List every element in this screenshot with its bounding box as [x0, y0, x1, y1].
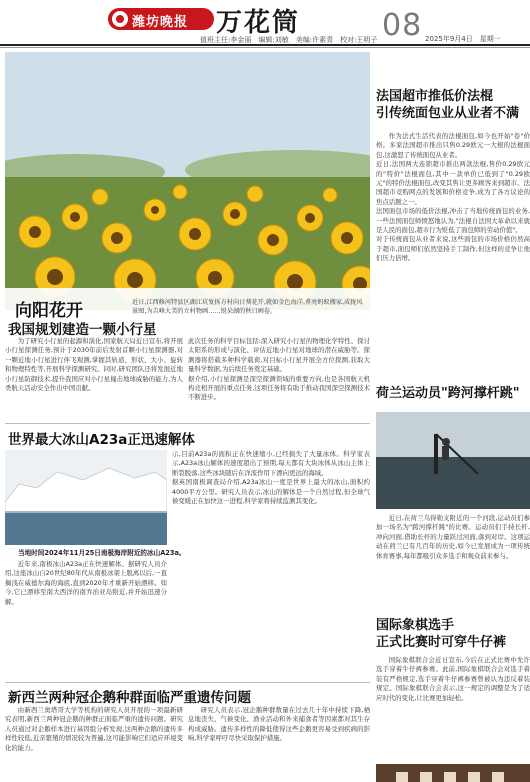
sunflower-headline: 向阳花开 [15, 301, 83, 321]
iceberg-photo [5, 450, 167, 545]
tram-headline: 荷兰运动员"跨河撑杆跳" [376, 386, 520, 401]
chessboard-illustration [376, 764, 530, 782]
newspaper-logo [108, 8, 214, 30]
france-headline: 法国超市推低价法棍 引传统面包业从业者不满 [376, 89, 520, 121]
iceberg-col-2: 示,目前A23a的面积正在快速缩小,已经损失了大量冰体。科学家表示,A23a冰山解体的速度超出了预期,每天都有大块冰体从冰山主体上断裂脱落,这些冰块随后在洋流作用下漂向更远的海域。 据英国南极调查局介绍,A23a冰山一度是世界上最大的冰山,面积约4000平方公里。研究人员表示,冰山的解体是一个自然过程,但全球气候变暖正在加快这一进程,科学家将持续监测其变化。 [172, 450, 370, 506]
sunflower-photo [5, 52, 370, 310]
sunflower-caption: 近日,江西修河特县区湖江坑复拆方村向日葵花开,就如金色海洋,煮亮蚂蚁搬家,成拢风景图,为吉峰大美的立村物画……锐朵湖的秋日画卷。 [132, 299, 363, 315]
logo-text: 潍坊晚报 [132, 15, 189, 30]
tram-photo [376, 412, 530, 509]
right-column [376, 52, 530, 782]
asteroid-divider [5, 423, 370, 424]
asteroid-col-1: 为了研究小行星的起源和演化,国家航天局近日宣布,将开展小行星探测任务,预计于2030年前后发射首颗小行星探测器,对一颗近地小行星进行伴飞观测,掌握其轨道、形状、大小、旋转和物理特性等,开展科学探测研究。同时,研究团队还将发展近地小行星防御技术,提升我国应对小行星撞击地球威胁的能力,为人类航天活动安全作出中国贡献。 [5, 337, 183, 393]
france-body: 作为法式生活代表的法棍面包,如今也开始"卷"价格。多家法国超市推出只售0.29欧元一大根的法棍面包,这激怒了传统面包从业者。 近日,法国两大连锁超市推出两款法棍,售价0.29欧元的"特价"法棍面包,其中一款单价已低到了"0.29欧元"的特价法棍面包,改变其售让更多顾客来到超市。法国超市竞购网点的发展和价格竞争,成为了各方议论的焦点话题之一。 法国面包市场的低价法棍,冲击了当地传统面包的业务,一些法国面包师愤怒地认为,"法棍自法国大革命以来就是人民的面包,超市行为贬低了面包师的劳动价值"。 对于传统面包从业者来说,这些面包的市场价格仍然高于超市,面包师们依然坚持手工制作,但这样的竞争让他们压力倍增。 [376, 132, 530, 263]
masthead [0, 0, 530, 46]
tram-body: 近日,在荷兰乌得勒支附近的一个河段,运动员们参加一场名为"跨河撑杆跳"的比赛。运动员们手持长杆,冲向河面,借助长杆的力量跃过河面,落到对岸。这项运动在荷兰已有几百年的历史,如今已发展成为一项传统体育赛事,每年都吸引众多选手和观众前来参与。 [376, 514, 530, 560]
logo-circle-icon [112, 11, 128, 27]
iceberg-col-1: 近年来,南极冰山A23a正在快速解体。据研究人员介绍,这座冰山自20世纪80年代从南极冰架上脱离以后,一直搁浅在威德尔海的海底,直到2020年才重新开始漂移。如今,它已漂移至南大西洋的南乔治亚岛附近,并开始迅速分解。 [5, 560, 167, 606]
penguin-col-1: 由新西兰奥塔哥大学等机构的研究人员开展的一项最新研究表明,新西兰两种冠企鹅的种群正面临严重的遗传问题。研究人员通过对企鹅样本进行基因组分析发现,这两种企鹅的遗传多样性较低,近亲繁殖的情况较为普遍,这可能影响它们适应环境变化的能力。 [5, 706, 183, 752]
iceberg-photo-caption: 当地时间2024年11月25日南极海岸附近的冰山A23a。 [18, 549, 186, 557]
editor-info: 值班主任:李金丽 编辑:刘敏 美编:许素青 校对:王明子 [200, 36, 378, 44]
page-number: 08 [382, 8, 423, 43]
masthead-rule [0, 44, 530, 46]
chess-headline: 国际象棋选手 正式比赛时可穿牛仔裤 [376, 618, 507, 650]
penguin-headline: 新西兰两种冠企鹅种群面临严重遗传问题 [8, 690, 251, 706]
masthead-rule-thin [0, 47, 530, 48]
penguin-col-2: 研究人员表示,冠企鹅种群数量在过去几十年中持续下降,栖息地丧失、气候变化、渔业活动和外来捕食者等因素都对其生存构成威胁。遗传多样性的降低使得这些企鹅更容易受到疾病的影响,科学家呼吁尽快采取保护措施。 [188, 706, 370, 743]
section-title: 万花筒 [216, 8, 301, 38]
iceberg-illustration [5, 450, 167, 545]
tram-illustration [376, 412, 530, 509]
issue-date: 2025年9月4日 星期一 [425, 35, 501, 43]
asteroid-headline: 我国规划建造一颗小行星 [8, 322, 157, 338]
chess-body: 国际象棋联合会近日宣布,今后在正式比赛中允许选手穿着牛仔裤参赛。此前,国际象棋联合会对选手着装有严格规定,选手穿着牛仔裤参赛曾被认为违反着装规定。国际象棋联合会表示,这一规定的调整是为了适应时代的变化,让比赛更加轻松。 [376, 656, 530, 702]
iceberg-headline: 世界最大冰山A23a正迅速解体 [8, 432, 195, 448]
sunflower-field-illustration [5, 52, 370, 310]
asteroid-col-2: 此次任务的科学目标包括:深入研究小行星的物理化学特性、探讨太阳系的形成与演化、评估近地小行星对地球的潜在威胁等。探测器将搭载多种科学载荷,对目标小行星开展全方位探测,获取大量科学数据,为后续任务奠定基础。 据介绍,小行星探测是深空探测领域的重要方向,也是各国航天机构竞相开展的重点任务,这项任务将有助于推动我国深空探测技术不断进步。 [188, 337, 370, 402]
iceberg-divider [5, 682, 370, 683]
chess-photo [376, 764, 530, 782]
